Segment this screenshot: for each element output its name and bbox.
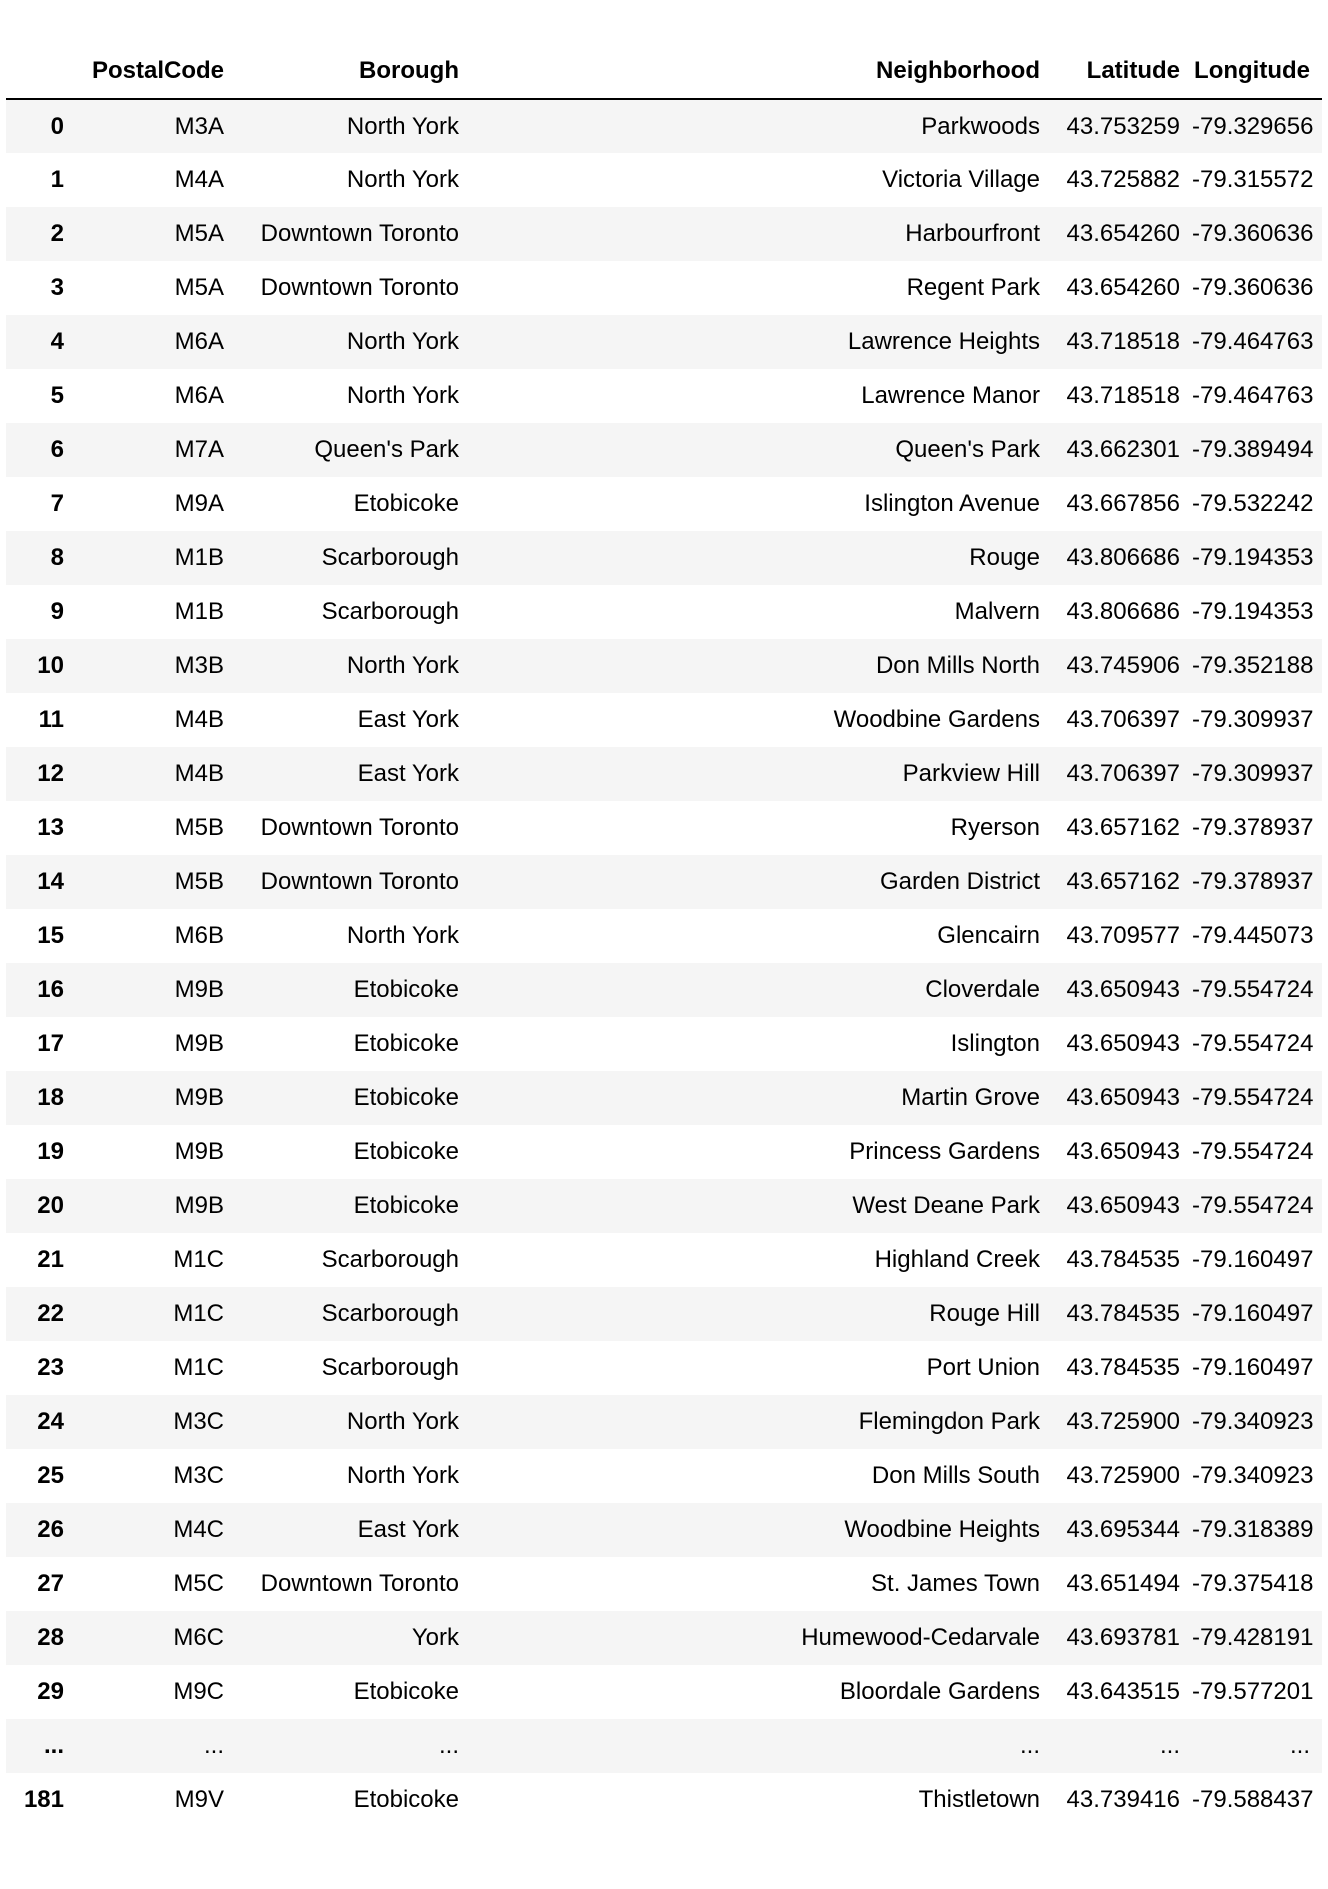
cell-postalcode: M9A — [174, 490, 224, 517]
row-index: 6 — [50, 436, 64, 463]
cell-borough: North York — [346, 1408, 459, 1435]
table-row — [6, 1341, 1322, 1395]
table-row — [6, 1611, 1322, 1665]
cell-latitude: 43.651494 — [1066, 1570, 1180, 1597]
column-header-longitude: Longitude — [1192, 43, 1322, 99]
cell-borough: North York — [346, 652, 459, 679]
cell-postalcode: M5B — [174, 814, 224, 841]
row-index: 24 — [37, 1408, 64, 1435]
cell-latitude: 43.706397 — [1066, 706, 1180, 733]
cell-neighborhood: Princess Gardens — [849, 1138, 1040, 1165]
cell-longitude: -79.588437 — [1192, 1786, 1314, 1813]
cell-neighborhood: Humewood-Cedarvale — [801, 1624, 1040, 1651]
cell-longitude: -79.194353 — [1192, 544, 1314, 571]
cell-neighborhood: Bloordale Gardens — [839, 1678, 1040, 1705]
cell-neighborhood: Don Mills North — [875, 652, 1040, 679]
cell-borough: Etobicoke — [353, 490, 459, 517]
table-row — [6, 1719, 1322, 1773]
cell-latitude: 43.725900 — [1066, 1408, 1180, 1435]
cell-longitude: -79.554724 — [1192, 1192, 1314, 1219]
cell-longitude: -79.329656 — [1192, 112, 1314, 140]
cell-neighborhood: Islington — [950, 1030, 1040, 1057]
table-row — [6, 963, 1322, 1017]
table-row — [6, 909, 1322, 963]
row-index: 0 — [50, 112, 64, 140]
cell-longitude: -79.360636 — [1192, 274, 1314, 301]
cell-neighborhood: Regent Park — [906, 274, 1040, 301]
cell-neighborhood: Cloverdale — [925, 976, 1040, 1003]
cell-postalcode: M5B — [174, 868, 224, 895]
cell-longitude: -79.378937 — [1192, 814, 1314, 841]
table-row — [6, 1287, 1322, 1341]
cell-latitude: 43.753259 — [1066, 112, 1180, 140]
table-row — [6, 855, 1322, 909]
table-row — [6, 1125, 1322, 1179]
cell-latitude: 43.654260 — [1066, 274, 1180, 301]
row-index: 4 — [50, 328, 64, 355]
cell-longitude: ... — [1289, 1732, 1310, 1759]
cell-latitude: 43.650943 — [1066, 1084, 1180, 1111]
table-row — [6, 639, 1322, 693]
cell-neighborhood: Woodbine Gardens — [833, 706, 1040, 733]
cell-latitude: 43.650943 — [1066, 1192, 1180, 1219]
cell-latitude: 43.745906 — [1066, 652, 1180, 679]
table-row — [6, 1503, 1322, 1557]
table-row — [6, 477, 1322, 531]
cell-latitude: 43.654260 — [1066, 220, 1180, 247]
cell-postalcode: ... — [203, 1732, 224, 1759]
cell-latitude: 43.643515 — [1066, 1678, 1180, 1705]
row-index: 19 — [37, 1138, 64, 1165]
table-row — [6, 1773, 1322, 1827]
cell-borough: Scarborough — [321, 544, 459, 571]
cell-longitude: -79.309937 — [1192, 706, 1314, 733]
cell-postalcode: M7A — [174, 436, 224, 463]
cell-neighborhood: Garden District — [879, 868, 1040, 895]
cell-postalcode: M1C — [173, 1246, 224, 1273]
cell-borough: Downtown Toronto — [260, 868, 459, 895]
cell-latitude: 43.806686 — [1066, 544, 1180, 571]
cell-borough: East York — [357, 1516, 459, 1543]
table-row — [6, 1017, 1322, 1071]
cell-borough: Etobicoke — [353, 1678, 459, 1705]
cell-longitude: -79.194353 — [1192, 598, 1314, 625]
cell-neighborhood: West Deane Park — [852, 1192, 1040, 1219]
cell-postalcode: M3C — [173, 1462, 224, 1489]
column-header-neighborhood: Neighborhood — [471, 43, 1052, 99]
cell-neighborhood: Lawrence Manor — [861, 382, 1040, 409]
cell-postalcode: M9C — [173, 1678, 224, 1705]
cell-longitude: -79.577201 — [1192, 1678, 1314, 1705]
cell-latitude: 43.662301 — [1066, 436, 1180, 463]
table-row — [6, 531, 1322, 585]
table-row — [6, 315, 1322, 369]
cell-borough: Etobicoke — [353, 1084, 459, 1111]
column-header-postalcode: PostalCode — [76, 43, 236, 99]
column-header-borough: Borough — [236, 43, 471, 99]
row-index: 1 — [50, 166, 64, 193]
table-row — [6, 1395, 1322, 1449]
cell-borough: Downtown Toronto — [260, 274, 459, 301]
cell-postalcode: M9B — [174, 1030, 224, 1057]
cell-longitude: -79.375418 — [1192, 1570, 1314, 1597]
table-row — [6, 1449, 1322, 1503]
table-row — [6, 693, 1322, 747]
row-index: 15 — [37, 922, 64, 949]
row-index: 21 — [37, 1246, 64, 1273]
cell-latitude: 43.784535 — [1066, 1354, 1180, 1381]
cell-borough: Downtown Toronto — [260, 1570, 459, 1597]
column-header-latitude: Latitude — [1052, 43, 1192, 99]
cell-borough: North York — [346, 166, 459, 193]
cell-postalcode: M4A — [174, 166, 224, 193]
cell-borough: North York — [346, 328, 459, 355]
row-index: 5 — [50, 382, 64, 409]
row-index: 26 — [37, 1516, 64, 1543]
cell-neighborhood: Ryerson — [950, 814, 1040, 841]
cell-postalcode: M6A — [174, 382, 224, 409]
row-index: 7 — [50, 490, 64, 517]
cell-neighborhood: Highland Creek — [874, 1246, 1040, 1273]
cell-neighborhood: Harbourfront — [905, 220, 1040, 247]
cell-postalcode: M9B — [174, 1138, 224, 1165]
cell-postalcode: M3A — [174, 112, 224, 140]
cell-latitude: ... — [1159, 1732, 1180, 1759]
cell-neighborhood: Glencairn — [937, 922, 1040, 949]
cell-borough: Scarborough — [321, 1246, 459, 1273]
row-index: 20 — [37, 1192, 64, 1219]
row-index: 14 — [37, 868, 64, 895]
cell-longitude: -79.554724 — [1192, 976, 1314, 1003]
cell-postalcode: M4B — [174, 760, 224, 787]
cell-longitude: -79.532242 — [1192, 490, 1314, 517]
row-index: 29 — [37, 1678, 64, 1705]
cell-postalcode: M1C — [173, 1354, 224, 1381]
table-row — [6, 423, 1322, 477]
cell-latitude: 43.784535 — [1066, 1300, 1180, 1327]
cell-longitude: -79.315572 — [1192, 166, 1314, 193]
cell-neighborhood: Woodbine Heights — [844, 1516, 1040, 1543]
cell-borough: Etobicoke — [353, 976, 459, 1003]
table-header — [6, 43, 1322, 99]
cell-postalcode: M1B — [174, 544, 224, 571]
cell-latitude: 43.706397 — [1066, 760, 1180, 787]
cell-latitude: 43.725882 — [1066, 166, 1180, 193]
cell-borough: Queen's Park — [314, 436, 459, 463]
cell-borough: York — [411, 1624, 459, 1651]
cell-latitude: 43.718518 — [1066, 328, 1180, 355]
cell-borough: Scarborough — [321, 1300, 459, 1327]
cell-longitude: -79.160497 — [1192, 1354, 1314, 1381]
cell-borough: Downtown Toronto — [260, 814, 459, 841]
table-row — [6, 747, 1322, 801]
cell-latitude: 43.784535 — [1066, 1246, 1180, 1273]
cell-postalcode: M3C — [173, 1408, 224, 1435]
cell-postalcode: M9V — [174, 1786, 224, 1813]
cell-borough: Scarborough — [321, 1354, 459, 1381]
cell-neighborhood: Malvern — [954, 598, 1040, 625]
cell-longitude: -79.554724 — [1192, 1138, 1314, 1165]
cell-latitude: 43.667856 — [1066, 490, 1180, 517]
index-column-header — [6, 43, 76, 99]
cell-postalcode: M6C — [173, 1624, 224, 1651]
cell-longitude: -79.445073 — [1192, 922, 1314, 949]
table-row — [6, 99, 1322, 153]
cell-borough: Downtown Toronto — [260, 220, 459, 247]
cell-longitude: -79.378937 — [1192, 868, 1314, 895]
cell-latitude: 43.657162 — [1066, 814, 1180, 841]
table-row — [6, 1233, 1322, 1287]
cell-borough: Etobicoke — [353, 1786, 459, 1813]
cell-latitude: 43.693781 — [1066, 1624, 1180, 1651]
cell-neighborhood: Port Union — [926, 1354, 1040, 1381]
cell-longitude: -79.352188 — [1192, 652, 1314, 679]
cell-latitude: 43.709577 — [1066, 922, 1180, 949]
row-index: 16 — [37, 976, 64, 1003]
row-index: 9 — [50, 598, 64, 625]
cell-longitude: -79.464763 — [1192, 382, 1314, 409]
table-row — [6, 369, 1322, 423]
table-row — [6, 1557, 1322, 1611]
cell-borough: East York — [357, 760, 459, 787]
cell-neighborhood: Thistletown — [918, 1786, 1040, 1813]
cell-postalcode: M5A — [174, 220, 224, 247]
table-row — [6, 207, 1322, 261]
cell-postalcode: M9B — [174, 1192, 224, 1219]
cell-postalcode: M1C — [173, 1300, 224, 1327]
cell-latitude: 43.718518 — [1066, 382, 1180, 409]
cell-neighborhood: Parkview Hill — [902, 760, 1040, 787]
cell-borough: ... — [438, 1732, 459, 1759]
cell-longitude: -79.160497 — [1192, 1300, 1314, 1327]
row-index: 3 — [50, 274, 64, 301]
row-index: 13 — [37, 814, 64, 841]
cell-borough: East York — [357, 706, 459, 733]
cell-neighborhood: Islington Avenue — [864, 490, 1040, 517]
header-row — [6, 43, 1322, 99]
cell-longitude: -79.340923 — [1192, 1462, 1314, 1489]
cell-postalcode: M4C — [173, 1516, 224, 1543]
dataframe-container — [6, 43, 1322, 1827]
cell-neighborhood: Queen's Park — [895, 436, 1040, 463]
cell-postalcode: M3B — [174, 652, 224, 679]
table-row — [6, 1665, 1322, 1719]
cell-latitude: 43.695344 — [1066, 1516, 1180, 1543]
row-index: 181 — [23, 1786, 64, 1813]
table-row — [6, 261, 1322, 315]
cell-longitude: -79.160497 — [1192, 1246, 1314, 1273]
cell-postalcode: M6B — [174, 922, 224, 949]
cell-latitude: 43.650943 — [1066, 976, 1180, 1003]
dataframe-table — [6, 43, 1322, 1827]
row-index: ... — [43, 1732, 64, 1759]
cell-neighborhood: Martin Grove — [901, 1084, 1040, 1111]
cell-postalcode: M6A — [174, 328, 224, 355]
cell-borough: North York — [346, 382, 459, 409]
row-index: 10 — [37, 652, 64, 679]
cell-latitude: 43.657162 — [1066, 868, 1180, 895]
cell-borough: North York — [346, 112, 459, 140]
cell-longitude: -79.389494 — [1192, 436, 1314, 463]
cell-neighborhood: Rouge Hill — [929, 1300, 1040, 1327]
row-index: 8 — [50, 544, 64, 571]
cell-longitude: -79.318389 — [1192, 1516, 1314, 1543]
cell-longitude: -79.428191 — [1192, 1624, 1314, 1651]
cell-postalcode: M9B — [174, 1084, 224, 1111]
cell-postalcode: M5C — [173, 1570, 224, 1597]
cell-borough: Etobicoke — [353, 1138, 459, 1165]
cell-borough: North York — [346, 922, 459, 949]
row-index: 23 — [37, 1354, 64, 1381]
cell-longitude: -79.309937 — [1192, 760, 1314, 787]
cell-neighborhood: Parkwoods — [921, 112, 1040, 140]
cell-longitude: -79.464763 — [1192, 328, 1314, 355]
cell-latitude: 43.725900 — [1066, 1462, 1180, 1489]
cell-borough: North York — [346, 1462, 459, 1489]
row-index: 12 — [37, 760, 64, 787]
cell-borough: Etobicoke — [353, 1030, 459, 1057]
cell-longitude: -79.360636 — [1192, 220, 1314, 247]
row-index: 27 — [37, 1570, 64, 1597]
row-index: 11 — [38, 706, 64, 733]
cell-borough: Etobicoke — [353, 1192, 459, 1219]
cell-neighborhood: Victoria Village — [882, 166, 1040, 193]
row-index: 18 — [37, 1084, 64, 1111]
cell-latitude: 43.650943 — [1066, 1030, 1180, 1057]
row-index: 2 — [50, 220, 64, 247]
cell-neighborhood: Lawrence Heights — [847, 328, 1040, 355]
table-body — [6, 99, 1322, 1827]
table-row — [6, 801, 1322, 855]
cell-neighborhood: St. James Town — [871, 1570, 1040, 1597]
cell-neighborhood: Don Mills South — [871, 1462, 1040, 1489]
table-row — [6, 153, 1322, 207]
cell-latitude: 43.650943 — [1066, 1138, 1180, 1165]
row-index: 28 — [37, 1624, 64, 1651]
cell-postalcode: M5A — [174, 274, 224, 301]
row-index: 17 — [37, 1030, 64, 1057]
cell-longitude: -79.554724 — [1192, 1030, 1314, 1057]
row-index: 25 — [37, 1462, 64, 1489]
cell-borough: Scarborough — [321, 598, 459, 625]
cell-latitude: 43.806686 — [1066, 598, 1180, 625]
cell-postalcode: M9B — [174, 976, 224, 1003]
table-row — [6, 1179, 1322, 1233]
cell-neighborhood: Rouge — [969, 544, 1040, 571]
cell-postalcode: M1B — [174, 598, 224, 625]
cell-postalcode: M4B — [174, 706, 224, 733]
table-row — [6, 585, 1322, 639]
table-row — [6, 1071, 1322, 1125]
cell-longitude: -79.340923 — [1192, 1408, 1314, 1435]
row-index: 22 — [37, 1300, 64, 1327]
cell-latitude: 43.739416 — [1066, 1786, 1180, 1813]
cell-neighborhood: Flemingdon Park — [858, 1408, 1040, 1435]
cell-longitude: -79.554724 — [1192, 1084, 1314, 1111]
cell-neighborhood: ... — [1019, 1732, 1040, 1759]
